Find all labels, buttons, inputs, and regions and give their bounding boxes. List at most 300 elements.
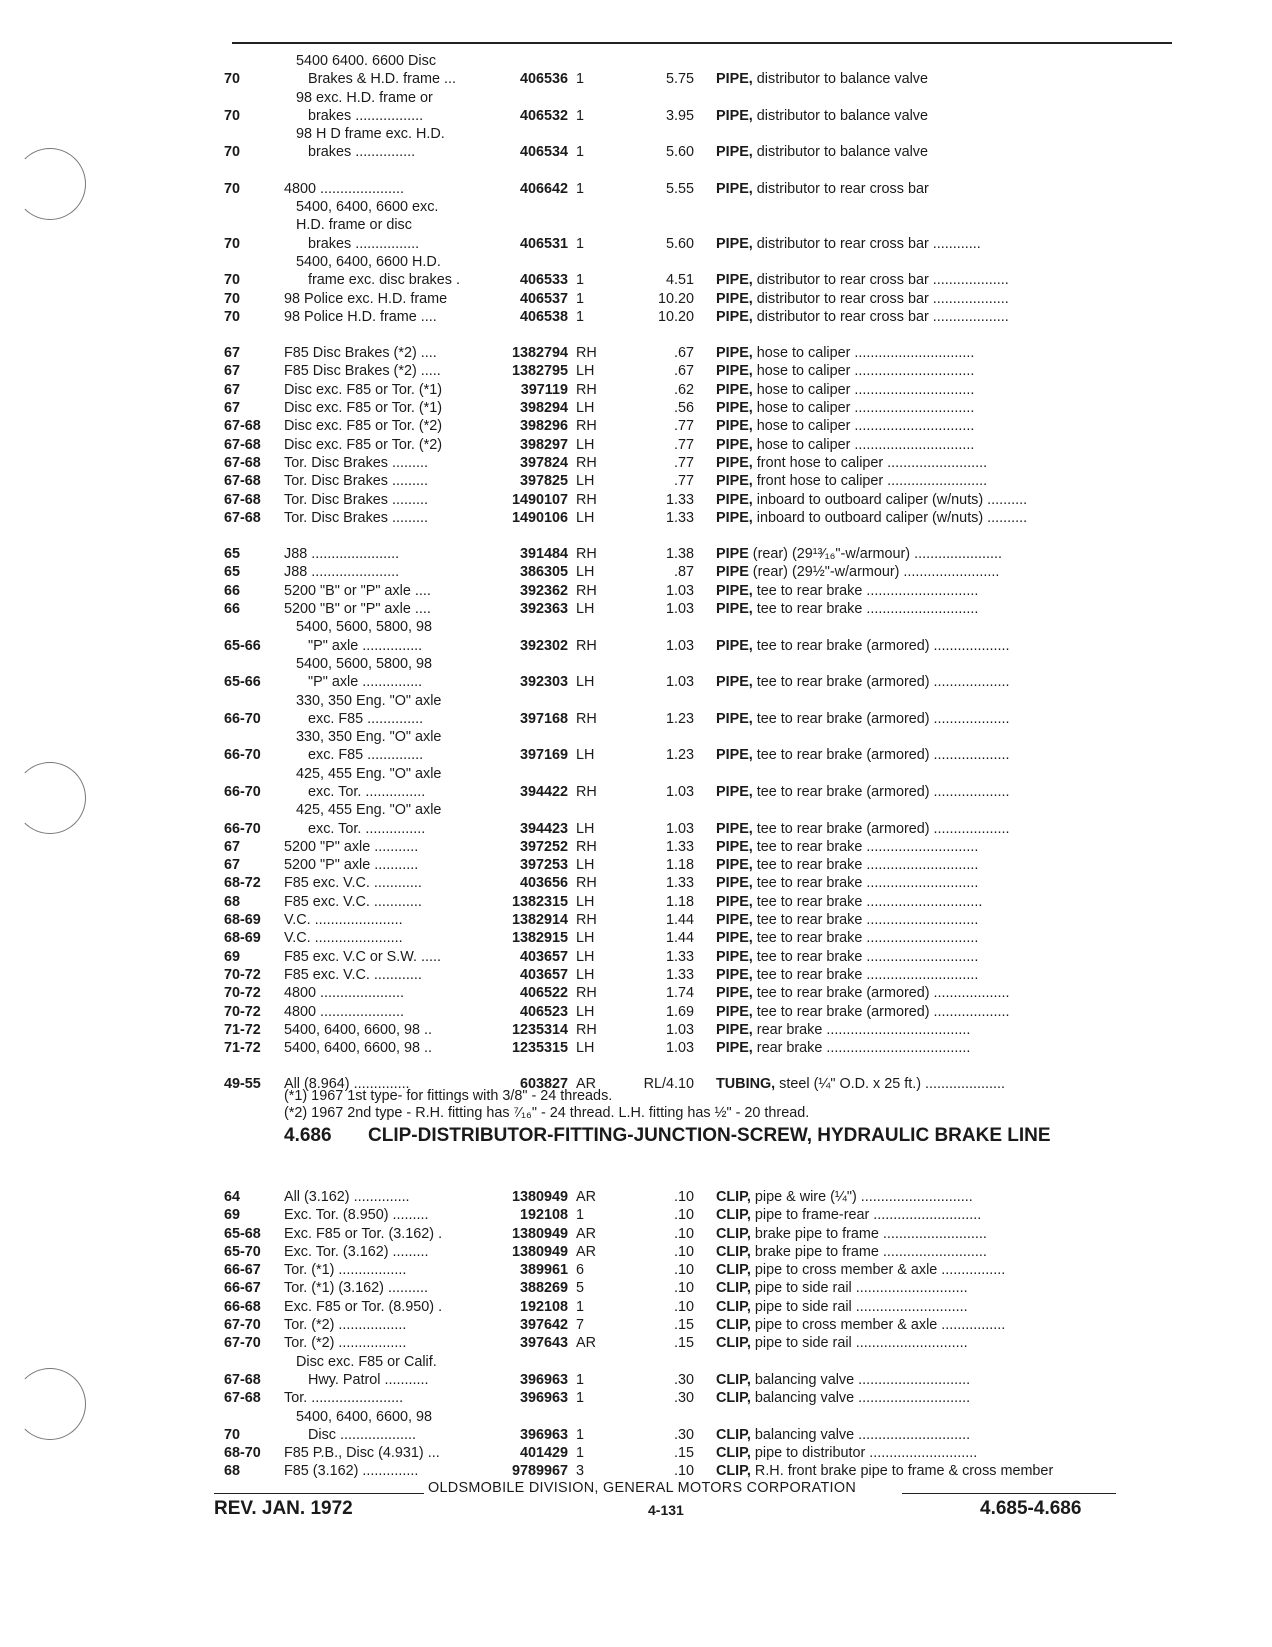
price: 1.23 — [665, 710, 694, 727]
description-keyword: PIPE, — [716, 838, 753, 855]
part-number: 1490106 — [511, 509, 568, 526]
part-number: 1382794 — [511, 345, 568, 362]
part-number: 398296 — [519, 418, 568, 435]
list-item — [224, 1243, 1184, 1261]
description — [716, 1003, 1010, 1021]
description — [716, 1206, 981, 1224]
model-year: 70-72 — [224, 966, 261, 983]
quantity: LH — [576, 400, 595, 417]
application: exc. F85 .............. — [308, 710, 424, 727]
model-year: 67 — [224, 363, 241, 380]
price: RL/4.10 — [643, 1076, 694, 1093]
application: F85 exc. V.C. ............ — [284, 893, 422, 910]
application: exc. Tor. ............... — [308, 820, 426, 837]
description-text: tee to rear brake ............................ — [752, 948, 979, 965]
description-keyword: CLIP, — [716, 1317, 751, 1334]
item-line — [224, 1188, 1184, 1206]
item-line — [224, 381, 1184, 399]
description-keyword: CLIP, — [716, 1262, 751, 1279]
model-year: 66-70 — [224, 710, 261, 727]
price: 1.03 — [665, 601, 694, 618]
description-keyword: TUBING, — [716, 1076, 776, 1093]
part-number: 406537 — [519, 290, 568, 307]
list-item — [224, 472, 1184, 490]
model-year: 67 — [224, 345, 241, 362]
quantity: 1 — [576, 272, 585, 289]
application: F85 Disc Brakes (*2) ..... — [284, 363, 441, 380]
quantity: 1 — [576, 1371, 585, 1388]
description — [716, 1371, 970, 1389]
part-number: 9789967 — [511, 1463, 568, 1480]
price: 4.51 — [665, 272, 694, 289]
quantity: RH — [576, 546, 597, 563]
description-text: tee to rear brake (armored) ................... — [752, 674, 1010, 691]
list-item — [224, 1298, 1184, 1316]
price: 1.18 — [665, 893, 694, 910]
part-number: 397119 — [520, 381, 568, 398]
item-line — [224, 1039, 1184, 1057]
list-item — [224, 618, 1184, 655]
quantity: LH — [576, 564, 595, 581]
quantity: 1 — [576, 1445, 585, 1462]
price: .10 — [673, 1298, 694, 1315]
item-line — [224, 271, 1184, 289]
model-year: 71-72 — [224, 1040, 261, 1057]
application: exc. F85 .............. — [308, 747, 424, 764]
description-text: tee to rear brake (armored) ................... — [752, 820, 1010, 837]
application: F85 (3.162) .............. — [284, 1463, 419, 1480]
section-number: 4.686 — [284, 1125, 332, 1146]
description — [716, 948, 978, 966]
item-line — [224, 1444, 1184, 1462]
list-item — [224, 381, 1184, 399]
model-year: 64 — [224, 1189, 241, 1205]
description-keyword: PIPE, — [716, 345, 753, 362]
list-item — [224, 198, 1184, 253]
price: .56 — [673, 400, 694, 417]
part-number: 397642 — [519, 1317, 568, 1334]
description — [716, 893, 982, 911]
list-item — [224, 344, 1184, 362]
price: .30 — [673, 1371, 694, 1388]
part-number: 406534 — [519, 144, 568, 161]
application: 4800 ..................... — [284, 180, 404, 197]
price: .67 — [673, 345, 694, 362]
description — [716, 472, 987, 490]
model-year: 70 — [224, 1426, 241, 1443]
part-number: 397168 — [519, 710, 568, 727]
model-year: 71-72 — [224, 1021, 261, 1038]
quantity: LH — [576, 436, 595, 453]
part-number: 397643 — [519, 1335, 568, 1352]
price: 1.38 — [665, 546, 694, 563]
model-year: 67-68 — [224, 1390, 261, 1407]
price: 3.95 — [665, 107, 694, 124]
item-line — [224, 454, 1184, 472]
part-number: 192108 — [519, 1298, 568, 1315]
description-text: balancing valve ............................ — [750, 1390, 971, 1407]
application: Tor. Disc Brakes ......... — [284, 454, 428, 471]
quantity: 1 — [576, 308, 585, 325]
quantity: AR — [576, 1076, 596, 1093]
price: 1.03 — [665, 637, 694, 654]
price: .62 — [673, 381, 694, 398]
description-text: tee to rear brake ............................ — [752, 930, 979, 947]
description-text: steel (¼" O.D. x 25 ft.) .................... — [775, 1076, 1005, 1093]
quantity: 6 — [576, 1262, 585, 1279]
item-line — [224, 308, 1184, 326]
quantity: LH — [576, 930, 595, 947]
model-year: 70 — [224, 290, 241, 307]
part-number: 1380949 — [511, 1189, 568, 1205]
list-item — [224, 491, 1184, 509]
part-number: 603827 — [519, 1076, 568, 1093]
price: 1.44 — [665, 930, 694, 947]
price: 1.74 — [665, 985, 694, 1002]
description-text: distributor to rear cross bar ................... — [752, 290, 1009, 307]
quantity: RH — [576, 710, 597, 727]
application: brakes ................. — [308, 107, 424, 124]
application: frame exc. disc brakes . — [308, 272, 460, 289]
model-year: 70 — [224, 71, 241, 88]
pipe-parts-list — [224, 52, 1184, 1094]
application: brakes ............... — [308, 144, 416, 161]
description — [716, 107, 928, 125]
item-line — [224, 820, 1184, 838]
list-item — [224, 929, 1184, 947]
description — [716, 454, 987, 472]
part-number: 403657 — [519, 948, 568, 965]
part-number: 403656 — [519, 875, 568, 892]
description-text: pipe to side rail ............................ — [750, 1335, 968, 1352]
quantity: 1 — [576, 290, 585, 307]
description-text: brake pipe to frame .......................... — [750, 1225, 987, 1242]
item-line — [224, 1225, 1184, 1243]
quantity: RH — [576, 875, 597, 892]
model-year: 69 — [224, 1207, 241, 1224]
list-item — [224, 290, 1184, 308]
description-keyword: PIPE, — [716, 144, 753, 161]
list-item — [224, 893, 1184, 911]
description — [716, 308, 1009, 326]
description — [716, 563, 999, 581]
price: .10 — [673, 1280, 694, 1297]
part-number: 391484 — [519, 546, 568, 563]
description-keyword: PIPE — [716, 546, 749, 563]
description — [716, 874, 978, 892]
description — [716, 1039, 970, 1057]
application: 5200 "P" axle ........... — [284, 838, 419, 855]
model-year: 70 — [224, 235, 241, 252]
price: 1.03 — [665, 1021, 694, 1038]
quantity: 3 — [576, 1463, 585, 1480]
quantity: RH — [576, 491, 597, 508]
quantity: 7 — [576, 1317, 585, 1334]
application: Tor. (*2) ................. — [284, 1335, 407, 1352]
item-line — [224, 1316, 1184, 1334]
application: Hwy. Patrol ........... — [308, 1371, 429, 1388]
list-item — [224, 399, 1184, 417]
model-year: 65-66 — [224, 637, 261, 654]
application: 5400, 6400, 6600, 98 .. — [284, 1021, 433, 1038]
application: F85 exc. V.C. ............ — [284, 875, 422, 892]
description — [716, 1334, 968, 1352]
price: 1.33 — [665, 966, 694, 983]
description-text: hose to caliper .............................. — [752, 436, 975, 453]
application: Tor. Disc Brakes ......... — [284, 509, 428, 526]
application-line: 5400, 6400, 6600 exc. — [296, 199, 439, 216]
list-item — [224, 692, 1184, 729]
description — [716, 838, 978, 856]
description-keyword: PIPE, — [716, 107, 753, 124]
description-keyword: PIPE, — [716, 893, 753, 910]
description-keyword: PIPE, — [716, 473, 753, 490]
description-text: pipe to distributor ........................... — [750, 1445, 978, 1462]
item-line — [224, 1021, 1184, 1039]
model-year: 70 — [224, 272, 241, 289]
description-keyword: PIPE, — [716, 966, 753, 983]
description-text: pipe to side rail ............................ — [750, 1298, 968, 1315]
quantity: RH — [576, 582, 597, 599]
item-line — [224, 472, 1184, 490]
description-keyword: PIPE, — [716, 783, 753, 800]
part-number: 394422 — [519, 783, 568, 800]
model-year: 68 — [224, 893, 241, 910]
description-keyword: PIPE — [716, 564, 749, 581]
quantity: RH — [576, 345, 597, 362]
list-item — [224, 125, 1184, 162]
description-keyword: PIPE, — [716, 948, 753, 965]
description — [716, 673, 1010, 691]
quantity: 1 — [576, 1390, 585, 1407]
item-line — [224, 966, 1184, 984]
model-year: 66-67 — [224, 1280, 261, 1297]
part-number: 1382914 — [511, 912, 568, 929]
list-item — [224, 1462, 1184, 1480]
model-year: 67-68 — [224, 1371, 261, 1388]
list-item — [224, 454, 1184, 472]
part-number: 396963 — [519, 1371, 568, 1388]
description-text: hose to caliper .............................. — [752, 400, 975, 417]
item-line — [224, 948, 1184, 966]
description-text: tee to rear brake (armored) ................... — [752, 637, 1010, 654]
list-item — [224, 1316, 1184, 1334]
item-line — [224, 1371, 1184, 1389]
model-year: 70-72 — [224, 985, 261, 1002]
part-number: 403657 — [519, 966, 568, 983]
application: Exc. F85 or Tor. (8.950) . — [284, 1298, 443, 1315]
description-keyword: PIPE, — [716, 637, 753, 654]
description-text: inboard to outboard caliper (w/nuts) .......... — [752, 509, 1028, 526]
model-year: 67-70 — [224, 1335, 261, 1352]
list-item — [224, 1353, 1184, 1390]
application: brakes ................ — [308, 235, 420, 252]
description-text: tee to rear brake ............................. — [752, 893, 983, 910]
application: Disc exc. F85 or Tor. (*1) — [284, 400, 443, 417]
part-number: 1382795 — [511, 363, 568, 380]
description-keyword: PIPE, — [716, 601, 753, 618]
description-text: tee to rear brake ............................ — [752, 875, 979, 892]
list-item — [224, 838, 1184, 856]
description-text: tee to rear brake ............................ — [752, 912, 979, 929]
description-text: (rear) (29½"-w/armour) ........................ — [748, 564, 1000, 581]
description-text: distributor to rear cross bar ................... — [752, 308, 1009, 325]
list-item — [224, 1225, 1184, 1243]
list-item — [224, 856, 1184, 874]
item-line — [224, 582, 1184, 600]
item-line — [224, 417, 1184, 435]
part-number: 392302 — [519, 637, 568, 654]
item-line — [224, 143, 1184, 161]
quantity: LH — [576, 747, 595, 764]
application: 5200 "B" or "P" axle .... — [284, 582, 431, 599]
description-keyword: CLIP, — [716, 1225, 751, 1242]
price: 1.03 — [665, 820, 694, 837]
application-line: 98 H D frame exc. H.D. — [296, 126, 445, 143]
part-number: 401429 — [519, 1445, 568, 1462]
application: 4800 ..................... — [284, 1003, 404, 1020]
price: 1.03 — [665, 674, 694, 691]
quantity: LH — [576, 1003, 595, 1020]
description — [716, 344, 974, 362]
description-text: distributor to rear cross bar — [752, 180, 929, 197]
price: .10 — [673, 1243, 694, 1260]
quantity: LH — [576, 363, 595, 380]
list-item — [224, 911, 1184, 929]
description-text: tee to rear brake (armored) ................... — [752, 1003, 1010, 1020]
part-number: 192108 — [519, 1207, 568, 1224]
description-keyword: PIPE, — [716, 747, 753, 764]
description-keyword: PIPE, — [716, 308, 753, 325]
price: .77 — [673, 418, 694, 435]
description-keyword: CLIP, — [716, 1243, 751, 1260]
application-line: 5400, 5600, 5800, 98 — [296, 619, 433, 636]
price: 5.60 — [665, 144, 694, 161]
quantity: AR — [576, 1335, 596, 1352]
item-line — [224, 235, 1184, 253]
item-line — [224, 399, 1184, 417]
description-text: tee to rear brake (armored) ................... — [752, 710, 1010, 727]
part-number: 1382915 — [511, 930, 568, 947]
application: J88 ...................... — [284, 564, 400, 581]
revision-date: REV. JAN. 1972 — [214, 1498, 353, 1519]
list-item — [224, 1039, 1184, 1057]
model-year: 66-67 — [224, 1262, 261, 1279]
description-keyword: PIPE, — [716, 1021, 753, 1038]
list-item — [224, 545, 1184, 563]
item-line — [224, 1261, 1184, 1279]
description-keyword: PIPE, — [716, 912, 753, 929]
quantity: 1 — [576, 1298, 585, 1315]
price: .10 — [673, 1262, 694, 1279]
quantity: 1 — [576, 71, 585, 88]
description — [716, 1389, 970, 1407]
application-line: 425, 455 Eng. "O" axle — [296, 765, 442, 782]
item-line — [224, 893, 1184, 911]
price: .30 — [673, 1390, 694, 1407]
part-number: 386305 — [519, 564, 568, 581]
application: Tor. Disc Brakes ......... — [284, 473, 428, 490]
model-year: 66-68 — [224, 1298, 261, 1315]
description-text: front hose to caliper ......................... — [752, 454, 988, 471]
price: .67 — [673, 363, 694, 380]
model-year: 65-68 — [224, 1225, 261, 1242]
quantity: 5 — [576, 1280, 585, 1297]
binder-hole-top — [14, 148, 86, 220]
description — [716, 417, 974, 435]
description — [716, 180, 929, 198]
footer-division: OLDSMOBILE DIVISION, GENERAL MOTORS CORPORATION — [428, 1480, 857, 1496]
item-line — [224, 637, 1184, 655]
item-line — [224, 107, 1184, 125]
quantity: RH — [576, 381, 597, 398]
description-keyword: CLIP, — [716, 1426, 751, 1443]
application: Exc. Tor. (3.162) ......... — [284, 1243, 429, 1260]
application: 98 Police exc. H.D. frame — [284, 290, 448, 307]
price: .77 — [673, 454, 694, 471]
description-text: pipe to frame-rear ........................... — [750, 1207, 982, 1224]
part-number: 397169 — [519, 747, 568, 764]
part-number: 394423 — [519, 820, 568, 837]
footnotes — [284, 1088, 809, 1122]
price: .15 — [673, 1335, 694, 1352]
item-line — [224, 545, 1184, 563]
section-reference: 4.685-4.686 — [980, 1498, 1082, 1519]
footer-rule-left — [214, 1493, 424, 1494]
quantity: LH — [576, 1040, 595, 1057]
item-line — [224, 1279, 1184, 1297]
application: Tor. Disc Brakes ......... — [284, 491, 428, 508]
price: 1.03 — [665, 783, 694, 800]
item-line — [224, 1243, 1184, 1261]
description — [716, 1426, 970, 1444]
price: .10 — [673, 1207, 694, 1224]
description-keyword: PIPE, — [716, 710, 753, 727]
description — [716, 1298, 968, 1316]
model-year: 66-70 — [224, 820, 261, 837]
list-item — [224, 180, 1184, 198]
quantity: RH — [576, 838, 597, 855]
list-item — [224, 1003, 1184, 1021]
description — [716, 143, 928, 161]
quantity: RH — [576, 912, 597, 929]
description-text: (rear) (29¹³⁄₁₆"-w/armour) ...................... — [748, 546, 1003, 563]
description-keyword: PIPE, — [716, 235, 753, 252]
page-number: 4-131 — [648, 1502, 684, 1518]
model-year: 67-70 — [224, 1317, 261, 1334]
model-year: 49-55 — [224, 1076, 261, 1093]
description — [716, 362, 974, 380]
application: All (8.964) .............. — [284, 1076, 410, 1093]
description — [716, 1462, 1053, 1480]
model-year: 70 — [224, 144, 241, 161]
item-line — [224, 1426, 1184, 1444]
price: 1.03 — [665, 582, 694, 599]
description-text: distributor to balance valve — [752, 107, 928, 124]
model-year: 67-68 — [224, 509, 261, 526]
price: 5.60 — [665, 235, 694, 252]
description — [716, 399, 974, 417]
model-year: 65-66 — [224, 674, 261, 691]
model-year: 66-70 — [224, 747, 261, 764]
item-line — [224, 1462, 1184, 1480]
description-text: R.H. front brake pipe to frame & cross member — [750, 1463, 1054, 1480]
application-line: Disc exc. F85 or Calif. — [296, 1353, 437, 1370]
list-item — [224, 436, 1184, 454]
quantity: LH — [576, 473, 595, 490]
application-line: 5400, 6400, 6600 H.D. — [296, 253, 441, 270]
description — [716, 1188, 973, 1206]
